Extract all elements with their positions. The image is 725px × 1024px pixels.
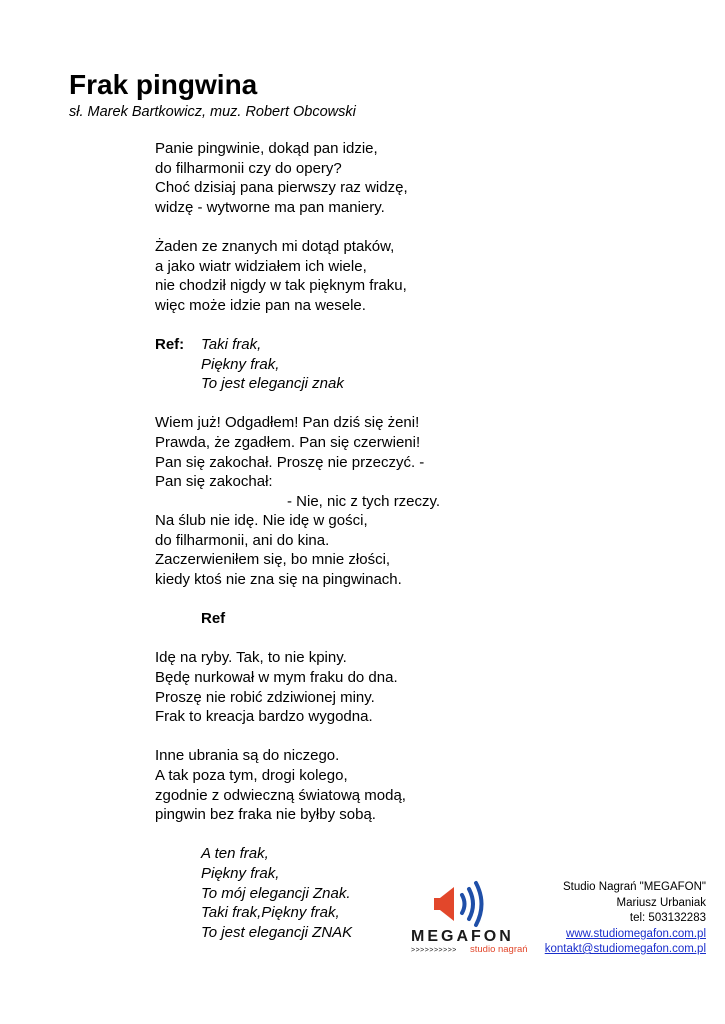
lyric-line: Zaczerwieniłem się, bo mnie złości, <box>155 551 391 569</box>
refrain-line: Taki frak, <box>201 335 262 353</box>
lyric-line: Pan się zakochał: <box>155 473 273 491</box>
lyric-line: Będę nurkował w mym fraku do dna. <box>155 669 398 687</box>
refrain-repeat-label: Ref <box>201 610 226 628</box>
refrain-line: Taki frak,Piękny frak, <box>201 904 340 922</box>
refrain-line: Piękny frak, <box>201 355 280 373</box>
logo-tagline: studio nagrań <box>470 944 528 955</box>
refrain-line: To jest elegancji ZNAK <box>201 923 353 941</box>
lyric-line: nie chodził nigdy w tak pięknym fraku, <box>155 277 407 295</box>
lyric-line: Na ślub nie idę. Nie idę w gości, <box>155 512 368 530</box>
refrain-repeat <box>155 609 495 629</box>
lyric-line: a jako wiatr widziałem ich wiele, <box>155 257 367 275</box>
refrain-first-row <box>155 335 495 355</box>
lyric-line: pingwin bez fraka nie byłby sobą. <box>155 806 376 824</box>
refrain-line: To mój elegancji Znak. <box>201 884 351 902</box>
phone-number: tel: 503132283 <box>629 912 706 924</box>
song-title: Frak pingwina <box>69 69 258 100</box>
contact-block <box>545 880 706 958</box>
lyrics <box>155 139 495 962</box>
lyric-line: Panie pingwinie, dokąd pan idzie, <box>155 140 378 157</box>
lyric-line: Frak to kreacja bardzo wygodna. <box>155 708 373 726</box>
refrain-line: Piękny frak, <box>201 864 280 882</box>
lyric-line: kiedy ktoś nie zna się na pingwinach. <box>155 571 402 589</box>
speaker-icon <box>410 878 535 928</box>
refrain-line: To jest elegancji znak <box>201 375 344 393</box>
lyric-line: Żaden ze znanych mi dotąd ptaków, <box>155 237 395 255</box>
song-credits: sł. Marek Bartkowicz, muz. Robert Obcowski <box>69 104 356 120</box>
stanza-2 <box>155 237 495 315</box>
stanza-1 <box>155 139 495 217</box>
lyric-line: do filharmonii, ani do kina. <box>155 531 330 549</box>
lyric-line: Inne ubrania są do niczego. <box>155 747 340 765</box>
lyric-line: zgodnie z odwieczną światową modą, <box>155 786 406 804</box>
logo-arrows: >>>>>>>>>> <box>411 947 457 954</box>
lyric-line: A tak poza tym, drogi kolego, <box>155 767 348 784</box>
refrain <box>155 335 495 394</box>
stanza-5 <box>155 746 495 824</box>
lyric-line: do filharmonii czy do opery? <box>155 159 342 177</box>
lyric-line: Choć dzisiaj pana pierwszy raz widzę, <box>155 179 408 197</box>
email-link[interactable]: kontakt@studiomegafon.com.pl <box>544 943 706 955</box>
lyric-line: Pan się zakochał. Proszę nie przeczyć. - <box>155 453 425 471</box>
lyric-line: Wiem już! Odgadłem! Pan dziś się żeni! <box>155 414 420 432</box>
lyric-line: Proszę nie robić zdziwionej miny. <box>155 688 375 706</box>
refrain-label: Ref: <box>155 335 185 353</box>
logo-name: MEGAFON <box>411 928 514 945</box>
refrain-line: A ten frak, <box>201 845 269 863</box>
lyric-line: widzę - wytworne ma pan maniery. <box>155 198 385 216</box>
lyric-line: więc może idzie pan na wesele. <box>155 296 366 314</box>
contact-person: Mariusz Urbaniak <box>616 896 706 909</box>
lyric-line: Prawda, że zgadłem. Pan się czerwieni! <box>155 433 421 451</box>
lyric-line: - Nie, nic z tych rzeczy. <box>287 492 441 510</box>
website-link[interactable]: www.studiomegafon.com.pl <box>566 927 706 940</box>
stanza-3 <box>155 413 495 589</box>
studio-name: Studio Nagrań "MEGAFON" <box>562 881 706 893</box>
stanza-4 <box>155 648 495 726</box>
lyric-line: Idę na ryby. Tak, to nie kpiny. <box>155 649 347 667</box>
